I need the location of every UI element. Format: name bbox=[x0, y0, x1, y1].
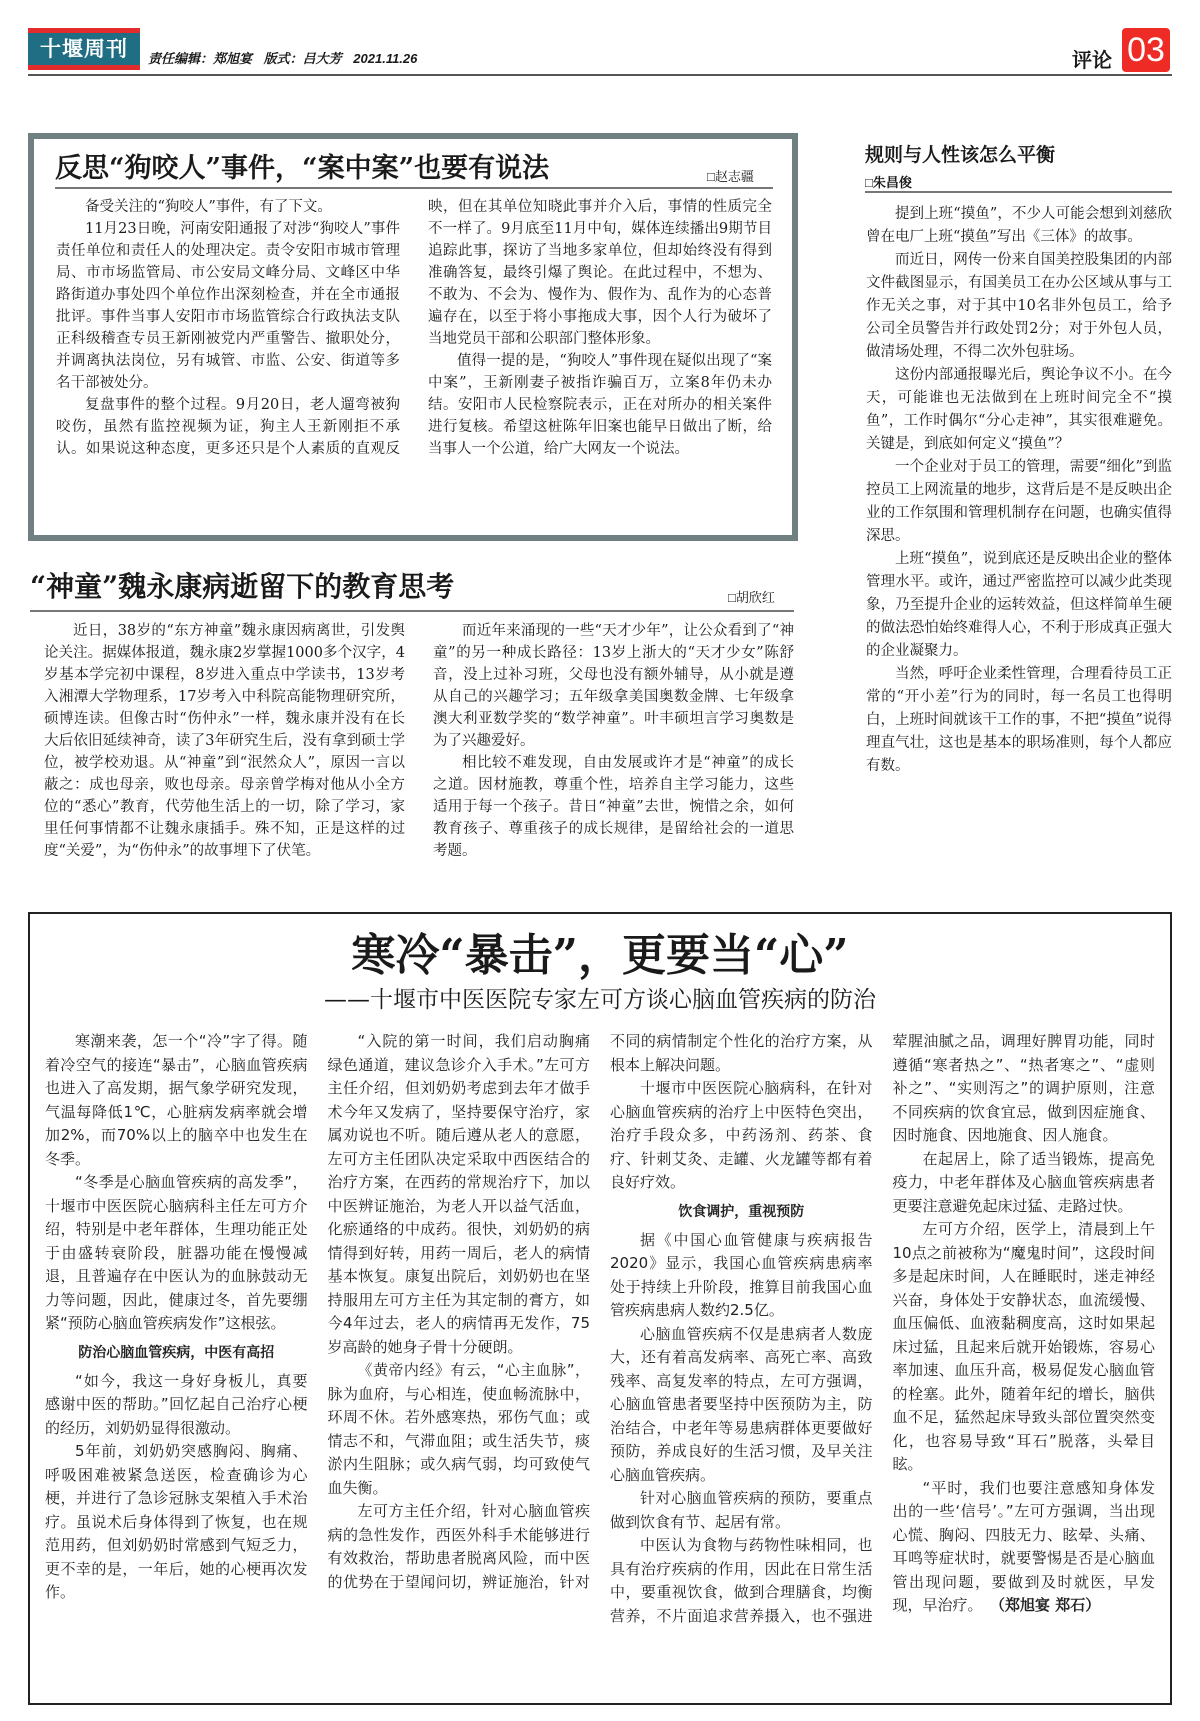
article-byline: □朱昌俊 bbox=[865, 175, 912, 190]
paragraph: 5年前，刘奶奶突感胸闷、胸痛、呼吸困难被紧急送医，检查确诊为心梗，并进行了急诊冠脉支架植入手术治疗。虽说术后身体得到了恢复，也在规范用药，但刘奶奶时常感到气短乏力，更不幸的是，一年后，她的心梗再次发作。 bbox=[45, 1442, 308, 1601]
article-body bbox=[44, 620, 794, 862]
paragraph: 一个企业对于员工的管理，需要“细化”到监控员工上网流量的地步，这背后是不是反映出企业的工作氛围和管理机制存在问题，也确实值得深思。 bbox=[866, 459, 1172, 544]
paragraph: 左可方主任介绍，针对心脑血管疾病的急性发作，西医外科手术能够进行有效救治，帮助患者脱离风险，而中医的优势在于望闻问切，辨证施治，针对不同的病情制定个性化的治疗方案，从根本上解决问题。 bbox=[327, 1032, 873, 1591]
paragraph: 当然，呼吁企业柔性管理，合理看待员工正常的“开小差”行为的同时，每一名员工也得明白，上班时间就该干工作的事，不把“摸鱼”说得理直气壮，这也是基本的职场准则，每个人都应有数。 bbox=[866, 666, 1172, 774]
paragraph: 这份内部通报曝光后，舆论争议不小。在今天，可能谁也无法做到在上班时间完全不“摸鱼”，工作时偶尔“分心走神”，其实很难避免。关键是，到底如何定义“摸鱼”？ bbox=[866, 367, 1172, 452]
paragraph: 备受关注的“狗咬人”事件，有了下文。 bbox=[85, 199, 332, 215]
section-heading: 防治心脑血管疾病，中医有高招 bbox=[78, 1344, 275, 1361]
layout-credit: 版式：吕大芳 bbox=[263, 51, 342, 66]
paragraph: “平时，我们也要注意感知身体发出的一些‘信号’。”左可方强调，当出现心慌、胸闷、四肢无力、眩晕、头痛、耳鸣等症状时，就要警惕是否是心脑血管出现问题，要做到及时就医，早发现，早治疗。 bbox=[892, 1478, 1155, 1614]
section-heading: 饮食调护，重视预防 bbox=[678, 1203, 805, 1220]
paragraph: 左可方介绍，医学上，清晨到上午10点之前被称为“魔鬼时间”，这段时间多是起床时间，人在睡眠时，迷走神经兴奋，身体处于安静状态，血流缓慢、血压偏低、血液黏稠度高，这时如果起床过猛，且起来后就开始锻炼，容易心率加速、血压升高，极易促发心脑血管的栓塞。此外，随着年纪的增长，脑供血不足，猛然起床导致头部位置突然变化，也容易导致“耳石”脱落，头晕目眩。 bbox=[892, 1220, 1155, 1473]
paragraph: 心脑血管疾病不仅是患病者人数庞大，还有着高发病率、高死亡率、高致残率、高复发率的特点，左可方强调，心脑血管患者要坚持中医预防为主，防治结合，中老年等易患病群体更要做好预防，养成良好的生活习惯，及早关注心脑血管疾病。 bbox=[610, 1324, 873, 1484]
paragraph: 11月23日晚，河南安阳通报了对涉“狗咬人”事件责任单位和责任人的处理决定。责令安阳市城市管理局、市市场监管局、市公安局文峰分局、文峰区中华路街道办事处四个单位作出深刻检查，并在全市通报批评。事件当事人安阳市市场监管综合行政执法支队正科级稽查专员王新刚被党内严重警告、撤职处分，并调离执法岗位，另有城管、市监、公安、街道等多名干部被处分。 bbox=[56, 221, 400, 391]
paragraph: 近日，38岁的“东方神童”魏永康因病离世，引发舆论关注。据媒体报道，魏永康2岁掌握1000多个汉字，4岁基本学完初中课程，8岁进入重点中学读书，13岁考入湘潭大学物理系，17岁考入中科院高能物理研究所，硕博连读。但像古时“伤仲永”一样，魏永康并没有在长大后依旧延续神奇，读了3年研究生后，没有拿到硕士学位，被学校劝退。从“神童”到“泯然众人”，原因一言以蔽之：成也母亲，败也母亲。母亲曾学梅对他从小全方位的“悉心”教育，代劳他生活上的一切，除了学习，家里任何事情都不让魏永康插手。殊不知，正是这样的过度“关爱”，为“伤仲永”的故事埋下了伏笔。 bbox=[44, 623, 405, 859]
paragraph: 十堰市中医医院心脑病科，在针对心脑血管疾病的治疗上中医特色突出，治疗手段众多，中药汤剂、药茶、食疗、针刺艾灸、走罐、火龙罐等都有着良好疗效。 bbox=[610, 1079, 873, 1191]
article-byline: □胡欣红 bbox=[728, 590, 775, 605]
editor-credit: 责任编辑：郑旭宴 bbox=[148, 51, 253, 66]
paragraph: 值得一提的是，“狗咬人”事件现在疑似出现了“案中案”，王新刚妻子被指诈骗百万，立案8年仍未办结。安阳市人民检察院表示，正在对所办的相关案件进行复核。希望这桩陈年旧案也能早日做出了断，给当事人一个公道，给广大网友一个说法。 bbox=[428, 353, 772, 457]
article-winter-health bbox=[28, 912, 1172, 1705]
paragraph: 而近年来涌现的一些“天才少年”，让公众看到了“神童”的另一种成长路径：13岁上浙大的“天才少女”陈舒音，没上过补习班，父母也没有额外辅导，从小就是遵从自己的兴趣学习；五年级拿美国奥数金牌、七年级拿澳大利亚数学奖的“数学神童”。叶丰硕坦言学习奥数是为了兴趣爱好。 bbox=[433, 623, 794, 749]
paragraph: 复盘事件的整个过程。9月20日，老人遛弯被狗咬伤，虽然有监控视频为证，狗主人王新刚拒不承认。如果说这种态度，更多还只是个人素质的直观反映，但在其单位知晓此事并介入后，事情的性质完全不一样了。9月底至11月中旬，媒体连续播出9期节目追踪此事，探访了当地多家单位，但却始终没有得到准确答复，最终引爆了舆论。在此过程中，不想为、不敢为、不会为、慢作为、假作为、乱作为的心态普遍存在，以至于将小事拖成大事，因个人行为破坏了当地党员干部和公职部门整体形象。 bbox=[56, 199, 772, 457]
article-body bbox=[56, 196, 772, 460]
section-label: 评论 bbox=[1072, 50, 1112, 72]
author-signature: （郑旭宴 郑石） bbox=[997, 1596, 1101, 1614]
article-title: 反思“狗咬人”事件，“案中案”也要有说法 bbox=[55, 153, 550, 184]
paragraph: “冬季是心脑血管疾病的高发季”，十堰市中医医院心脑病科主任左可方介绍，特别是中老年群体，生理功能正处于由盛转衰阶段，脏器功能在慢慢减退，且普遍存在中医认为的血脉鼓动无力等问题，因此，健康过冬，首先要绷紧“预防心脑血管疾病发作”这根弦。 bbox=[45, 1173, 308, 1332]
paragraph: 寒潮来袭，怎一个“冷”字了得。随着冷空气的接连“暴击”，心脑血管疾病也进入了高发期，据气象学研究发现，气温每降低1℃，心脏病发病率就会增加2%，而70%以上的脑卒中也发生在冬季。 bbox=[45, 1032, 308, 1168]
header-divider bbox=[28, 74, 1172, 76]
paragraph: 中医认为食物与药物性味相同，也具有治疗疾病的作用，因此在日常生活中，要重视饮食，做到合理膳食，均衡营养，不片面追求营养摄入，也不强进荤腥油腻之品，调理好脾胃功能，同时遵循“寒者热之”、“热者寒之”、“虚则补之”、“实则泻之”的调护原则，注意不同疾病的饮食宜忌，做到因症施食、因时施食、因地施食、因人施食。 bbox=[610, 1032, 1155, 1625]
paragraph: 《黄帝内经》有云，“心主血脉”，脉为血府，与心相连，使血畅流脉中，环周不休。若外感寒热，邪伤气血；或情志不和，气滞血阻；或生活失节，痰淤内生阻脉；或久病气弱，均可致使气血失衡。 bbox=[327, 1361, 590, 1497]
paragraph: 提到上班“摸鱼”，不少人可能会想到刘慈欣曾在电厂上班“摸鱼”写出《三体》的故事。 bbox=[866, 206, 1172, 245]
feature-subtitle: ——十堰市中医医院专家左可方谈心脑血管疾病的防治 bbox=[324, 987, 876, 1013]
paragraph: 而近日，网传一份来自国美控股集团的内部文件截图显示，有国美员工在办公区域从事与工作无关之事，对于其中10名非外包员工，给予公司全员警告并行政处罚2分；对于外包人员，做清场处理，不得二次外包驻场。 bbox=[866, 252, 1172, 360]
page-credits bbox=[148, 48, 425, 67]
paragraph: “如今，我这一身好身板儿，真要感谢中医的帮助。”回忆起自己治疗心梗的经历，刘奶奶显得很激动。 bbox=[45, 1371, 308, 1437]
paragraph: 在起居上，除了适当锻炼，提高免疫力，中老年群体及心脑血管疾病患者更要注意避免起床过猛、走路过快。 bbox=[892, 1149, 1155, 1215]
title-rule bbox=[30, 610, 794, 612]
article-title: 规则与人性该怎么平衡 bbox=[865, 144, 1056, 166]
issue-date: 2021.11.26 bbox=[353, 51, 418, 66]
paragraph: 据《中国心血管健康与疾病报告2020》显示，我国心血管疾病患病率处于持续上升阶段，推算目前我国心血管疾病患病人数约2.5亿。 bbox=[610, 1230, 873, 1319]
feature-body bbox=[45, 1030, 1155, 1628]
paragraph: 针对心脑血管疾病的预防，要重点做到饮食有节、起居有常。 bbox=[610, 1489, 873, 1531]
paragraph: “入院的第一时间，我们启动胸痛绿色通道，建议急诊介入手术。”左可方主任介绍，但刘奶奶考虑到去年才做手术今年又发病了，坚持要保守治疗，家属劝说也不听。随后遵从老人的意愿，左可方主任团队决定采取中西医结合的治疗方案，在西药的常规治疗下，加以中医辨证施治，为老人开以益气活血，化瘀通络的中成药。很快，刘奶奶的病情得到好转，用药一周后，老人的病情基本恢复。康复出院后，刘奶奶也在坚持服用左可方主任为其定制的膏方，如今4年过去，老人的病情再无发作，75岁高龄的她身子骨十分硬朗。 bbox=[327, 1032, 590, 1356]
paragraph: 上班“摸鱼”，说到底还是反映出企业的整体管理水平。或许，通过严密监控可以减少此类现象，乃至提升企业的运转效益，但这样简单生硬的做法恐怕始终难得人心，不利于形成真正强大的企业凝聚力。 bbox=[866, 551, 1172, 659]
feature-title: 寒冷“暴击”，更要当“心” bbox=[351, 930, 849, 981]
article-body bbox=[866, 203, 1172, 778]
paragraph: 相比较不难发现，自由发展或许才是“神童”的成长之道。因材施教，尊重个性，培养自主学习能力，这些适用于每一个孩子。昔日“神童”去世，惋惜之余，如何教育孩子、尊重孩子的成长规律，是留给社会的一道思考题。 bbox=[433, 755, 794, 859]
title-rule bbox=[865, 191, 1172, 193]
article-byline: □赵志疆 bbox=[707, 169, 754, 184]
title-rule bbox=[55, 187, 773, 189]
article-title: “神童”魏永康病逝留下的教育思考 bbox=[30, 570, 455, 603]
masthead-logo: 十堰周刊 bbox=[28, 28, 140, 70]
page-number: 03 bbox=[1122, 28, 1170, 72]
